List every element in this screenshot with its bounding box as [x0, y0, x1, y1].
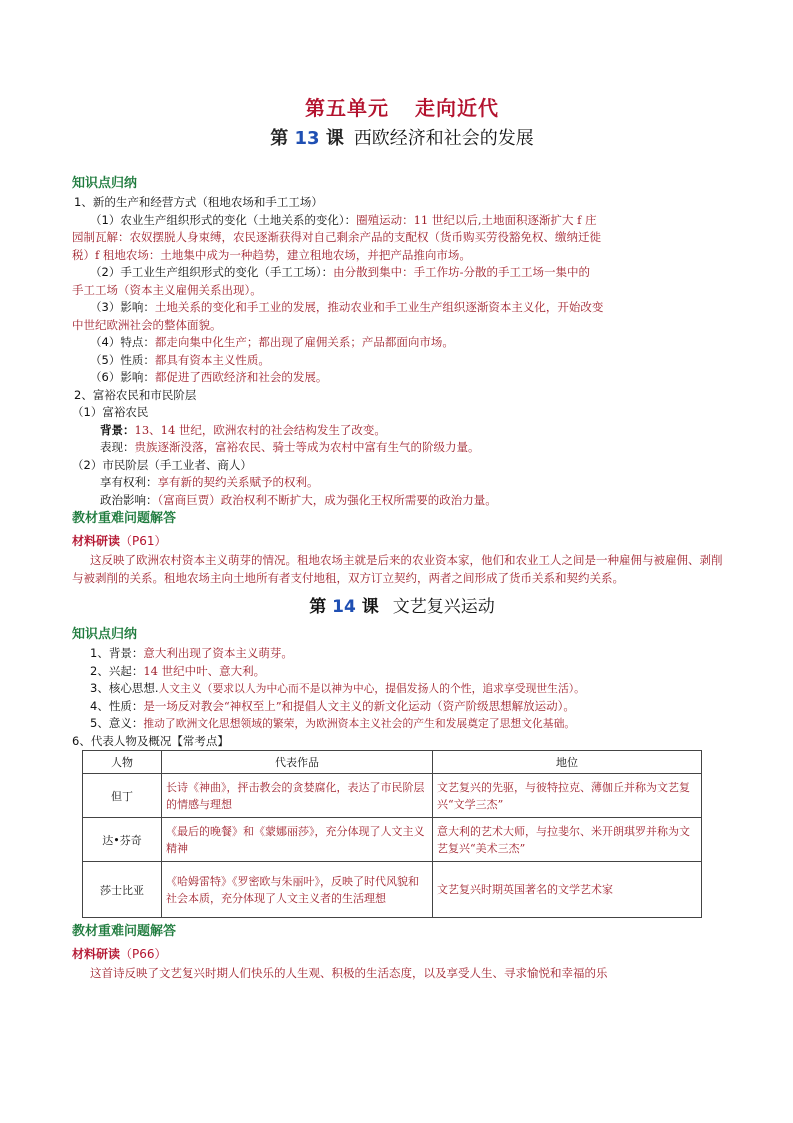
lesson-number: 13	[294, 128, 320, 149]
unit-name: 走向近代	[415, 96, 499, 120]
table-row	[83, 818, 702, 862]
lesson-name: 文艺复兴运动	[392, 597, 495, 617]
s1-a-text1: 圈殖运动：11 世纪以后,土地面积逐渐扩大 f 庄	[356, 212, 597, 227]
cell-name: 但丁	[83, 774, 162, 818]
s1-a-line1	[72, 212, 732, 230]
s1-a-label: （1）农业生产组织形式的变化（土地关系的变化）：	[90, 212, 357, 227]
s2-perf-text: 贵族逐渐没落，富裕农民、骑士等成为农村中富有生气的阶级力量。	[134, 440, 480, 454]
item-text: 人文主义（要求以人为中心而不是以神为中心，提倡发扬人的个性，追求享受现世生活）。	[158, 682, 585, 695]
cell-position: 意大利的艺术大师，与拉斐尔、米开朗琪罗并称为文艺复兴“美术三杰”	[433, 818, 702, 862]
lesson-13-title	[72, 124, 732, 154]
s2-pol-label: 政治影响：	[100, 492, 158, 507]
l14-item-5	[72, 715, 732, 733]
cell-works: 《最后的晚餐》和《蒙娜丽莎》，充分体现了人文主义精神	[162, 818, 433, 862]
s2-bg-text: 13、14 世纪，欧洲农村的社会结构发生了改变。	[134, 422, 386, 437]
s1-a-line2: 园制瓦解：农奴摆脱人身束缚，农民逐渐获得对自己剩余产品的支配权（货币购买劳役豁免权、缴纳迁徙	[72, 230, 601, 244]
l14-item-2	[72, 663, 732, 681]
item-label: 5、意义：	[90, 716, 144, 730]
table-header: 人物	[83, 751, 162, 774]
lesson-prefix: 第	[270, 128, 289, 149]
item-text: 14 世纪中叶、意大利。	[143, 663, 266, 678]
cell-name: 莎士比亚	[83, 862, 162, 918]
s1-d-label: （4）特点：	[90, 335, 155, 349]
s1-c-line2: 中世纪欧洲社会的整体面貌。	[72, 317, 222, 332]
material-label: 材料研读	[72, 947, 121, 961]
s2-rights	[72, 474, 732, 492]
s1-b-label: （2）手工业生产组织形式的变化（手工工场）：	[90, 265, 334, 279]
section-2-title: 2、富裕农民和市民阶层	[74, 387, 197, 402]
l14-item-3	[72, 680, 732, 698]
key-questions-heading-2: 教材重难问题解答	[72, 924, 177, 939]
s1-d-line	[72, 334, 732, 352]
lesson-suffix: 课	[361, 597, 379, 617]
table-header: 代表作品	[162, 751, 433, 774]
s2-rights-text: 享有新的契约关系赋予的权利。	[157, 475, 319, 489]
s1-e-text: 都具有资本主义性质。	[154, 352, 270, 367]
item-label: 3、核心思想.	[90, 681, 159, 695]
lesson-number: 14	[332, 597, 356, 617]
s1-f-label: （6）影响：	[90, 370, 155, 384]
representatives-table	[82, 750, 702, 918]
item-text: 意大利出现了资本主义萌芽。	[143, 646, 293, 660]
material-page: （P66）	[120, 947, 167, 961]
s2-pol-text: （富商巨贾）政治权利不断扩大，成为强化王权所需要的政治力量。	[157, 492, 497, 507]
s1-b-line2: 手工工场（资本主义雇佣关系出现）。	[72, 282, 262, 297]
table-row	[83, 774, 702, 818]
s2-performance	[72, 439, 732, 457]
s2-sub1: （1）富裕农民	[72, 405, 149, 419]
cell-name: 达•芬奇	[83, 818, 162, 862]
unit-number: 第五单元	[305, 96, 389, 120]
cell-works: 长诗《神曲》，抨击教会的贪婪腐化，表达了市民阶层的情感与理想	[162, 774, 433, 818]
s1-e-label: （5）性质：	[90, 352, 155, 367]
knowledge-heading-2: 知识点归纳	[72, 627, 138, 642]
material-1-text: 这反映了欧洲农村资本主义萌芽的情况。租地农场主就是后来的农业资本家，他们和农业工人之间是一种雇佣与被雇佣、剥削与被剥削的关系。租地农场主向土地所有者支付地租，双方订立契约，两者之间形成了货币关系和契约关系。	[72, 553, 723, 585]
s1-c-text1: 土地关系的变化和手工业的发展，推动农业和手工业生产组织逐渐资本主义化，开始改变	[154, 300, 604, 314]
cell-position: 文艺复兴时期英国著名的文学艺术家	[433, 862, 702, 918]
material-reading-1	[72, 531, 732, 551]
s1-e-line	[72, 352, 732, 370]
s1-b-line1	[72, 264, 732, 282]
table-header-row	[83, 751, 702, 774]
unit-title	[72, 92, 732, 124]
item-text: 是一场反对教会“神权至上”和提倡人文主义的新文化运动（资产阶级思想解放运动）。	[143, 698, 575, 713]
table-header: 地位	[433, 751, 702, 774]
material-reading-2	[72, 944, 732, 964]
cell-works: 《哈姆雷特》《罗密欧与朱丽叶》，反映了时代风貌和社会本质，充分体现了人文主义者的生活理想	[162, 862, 433, 918]
item-text: 推动了欧洲文化思想领域的繁荣，为欧洲资本主义社会的产生和发展奠定了思想文化基础。	[143, 717, 576, 730]
material-2-text: 这首诗反映了文艺复兴时期人们快乐的人生观、积极的生活态度，以及享受人生、寻求愉悦和幸福的乐	[90, 966, 608, 980]
material-label: 材料研读	[72, 534, 121, 548]
l14-item-1	[72, 645, 732, 663]
lesson-suffix: 课	[325, 128, 344, 149]
material-page: （P61）	[120, 534, 167, 548]
s1-f-text: 都促进了西欧经济和社会的发展。	[154, 370, 328, 384]
section-1-title: 1、新的生产和经营方式（租地农场和手工工场）	[74, 195, 323, 209]
s1-c-label: （3）影响：	[90, 300, 155, 314]
s1-f-line	[72, 369, 732, 387]
s2-perf-label: 表现：	[100, 440, 135, 454]
lesson-prefix: 第	[309, 597, 327, 617]
l14-item-6: 6、代表人物及概况【常考点】	[72, 733, 229, 748]
cell-position: 文艺复兴的先驱，与彼特拉克、薄伽丘并称为文艺复兴“文学三杰”	[433, 774, 702, 818]
item-label: 1、背景：	[90, 646, 144, 660]
s2-sub2: （2）市民阶层（手工业者、商人）	[72, 457, 252, 472]
key-questions-heading: 教材重难问题解答	[72, 511, 177, 526]
s1-a-line3: 税）f 租地农场：土地集中成为一种趋势，建立租地农场，并把产品推向市场。	[72, 247, 471, 262]
knowledge-heading: 知识点归纳	[72, 176, 138, 191]
item-label: 4、性质：	[90, 698, 144, 713]
s1-d-text: 都走向集中化生产；都出现了雇佣关系；产品都面向市场。	[154, 335, 454, 349]
s2-political	[72, 492, 732, 510]
s2-rights-label: 享有权利：	[100, 475, 158, 489]
document-page	[72, 92, 732, 982]
s1-c-line1	[72, 299, 732, 317]
lesson-name: 西欧经济和社会的发展	[353, 128, 534, 149]
l14-item-4	[72, 698, 732, 716]
s1-b-text1: 由分散到集中：手工作坊-分散的手工工场一集中的	[333, 265, 590, 279]
s2-background	[72, 422, 732, 440]
item-label: 2、兴起：	[90, 663, 144, 678]
lesson-14-title	[72, 593, 732, 621]
s2-bg-label: 背景：	[100, 422, 135, 437]
table-row	[83, 862, 702, 918]
